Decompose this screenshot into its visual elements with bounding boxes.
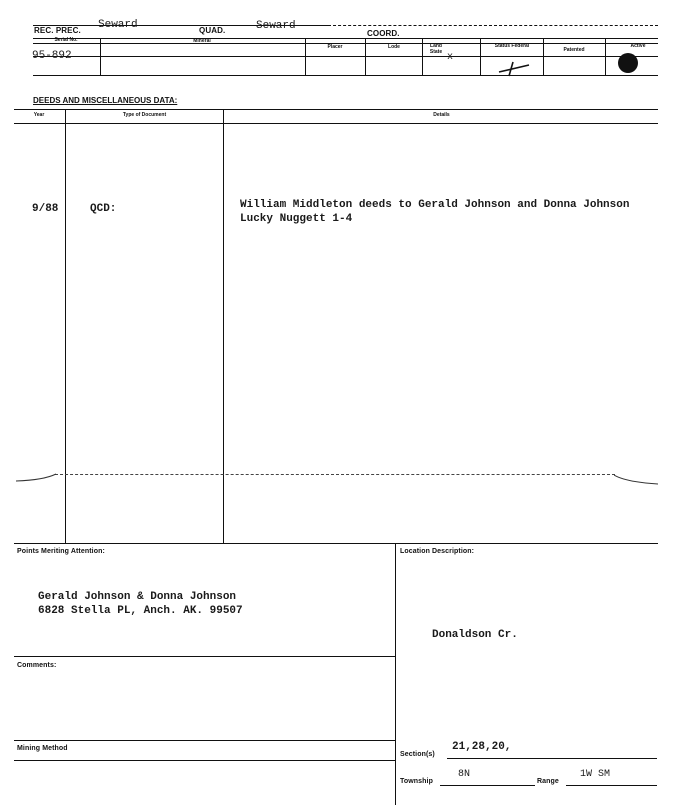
col-active: Active	[630, 43, 646, 49]
points-line1: Gerald Johnson & Donna Johnson	[38, 591, 237, 603]
header-divider	[305, 38, 306, 75]
serial-value: 95-892	[32, 50, 72, 62]
header-divider	[422, 38, 423, 75]
lower-top-rule	[14, 543, 658, 544]
header-divider	[543, 38, 544, 75]
header-rule-top	[33, 25, 328, 26]
mining-rule	[14, 740, 395, 741]
col-placer: Placer	[327, 44, 343, 50]
quad-label: QUAD.	[199, 26, 226, 35]
sections-value: 21,28,20,	[452, 741, 512, 753]
deed-year: 9/88	[32, 203, 59, 215]
range-label: Range	[537, 778, 559, 785]
range-value: 1W SM	[580, 769, 611, 780]
filled-circle-icon	[613, 50, 643, 76]
quad-value: Seward	[256, 20, 296, 32]
comments-label: Comments:	[17, 662, 57, 669]
deeds-divider-type	[223, 109, 224, 543]
col-mineral: Mineral	[193, 38, 211, 44]
coord-label: COORD.	[367, 29, 400, 38]
header-rule-top-right	[328, 25, 658, 26]
col-type: Type of Document	[122, 112, 167, 118]
sections-underline	[447, 758, 657, 759]
header-divider	[605, 38, 606, 75]
checkmark-icon	[495, 58, 535, 78]
comments-rule	[14, 656, 395, 657]
deeds-header-rule	[14, 123, 658, 124]
mining-bottom-rule	[14, 760, 395, 761]
col-patented: Patented	[563, 47, 585, 53]
deeds-divider-year	[65, 109, 66, 543]
fold-curve-right	[614, 474, 658, 486]
rec-prec-label: REC. PREC.	[34, 26, 81, 35]
header-divider	[365, 38, 366, 75]
header-divider	[100, 38, 101, 75]
township-underline	[440, 785, 535, 786]
points-label: Points Meriting Attention:	[17, 548, 105, 555]
points-line2: 6828 Stella PL, Anch. AK. 99507	[38, 605, 243, 617]
col-land-state: Land State	[429, 43, 443, 55]
range-underline	[566, 785, 657, 786]
deed-details-line1: William Middleton deeds to Gerald Johnson and Donna Johnson	[240, 199, 630, 211]
sections-label: Section(s)	[400, 751, 435, 758]
mining-label: Mining Method	[17, 745, 68, 752]
deed-details-line2: Lucky Nuggett 1-4	[240, 213, 353, 225]
col-serial-no: Serial No.	[54, 37, 78, 43]
township-label: Township	[400, 778, 433, 785]
lower-center-divider	[395, 543, 396, 805]
location-label: Location Description:	[400, 548, 475, 555]
col-year: Year	[33, 112, 45, 118]
header-bottom-rule	[33, 75, 658, 76]
deed-type: QCD:	[90, 203, 117, 215]
header-divider	[480, 38, 481, 75]
deeds-top-rule	[14, 109, 658, 110]
location-value: Donaldson Cr.	[432, 629, 518, 641]
col-lode: Lode	[388, 44, 400, 50]
township-value: 8N	[458, 769, 471, 780]
col-status-federal: Status Federal	[494, 43, 530, 49]
header-row-rule	[33, 56, 658, 57]
deeds-section-title: DEEDS AND MISCELLANEOUS DATA:	[33, 96, 178, 105]
fold-curve-left	[16, 472, 58, 484]
fold-line	[55, 474, 615, 475]
rec-prec-value: Seward	[98, 19, 138, 31]
col-details: Details	[433, 112, 450, 118]
land-state-mark: x	[447, 52, 454, 63]
